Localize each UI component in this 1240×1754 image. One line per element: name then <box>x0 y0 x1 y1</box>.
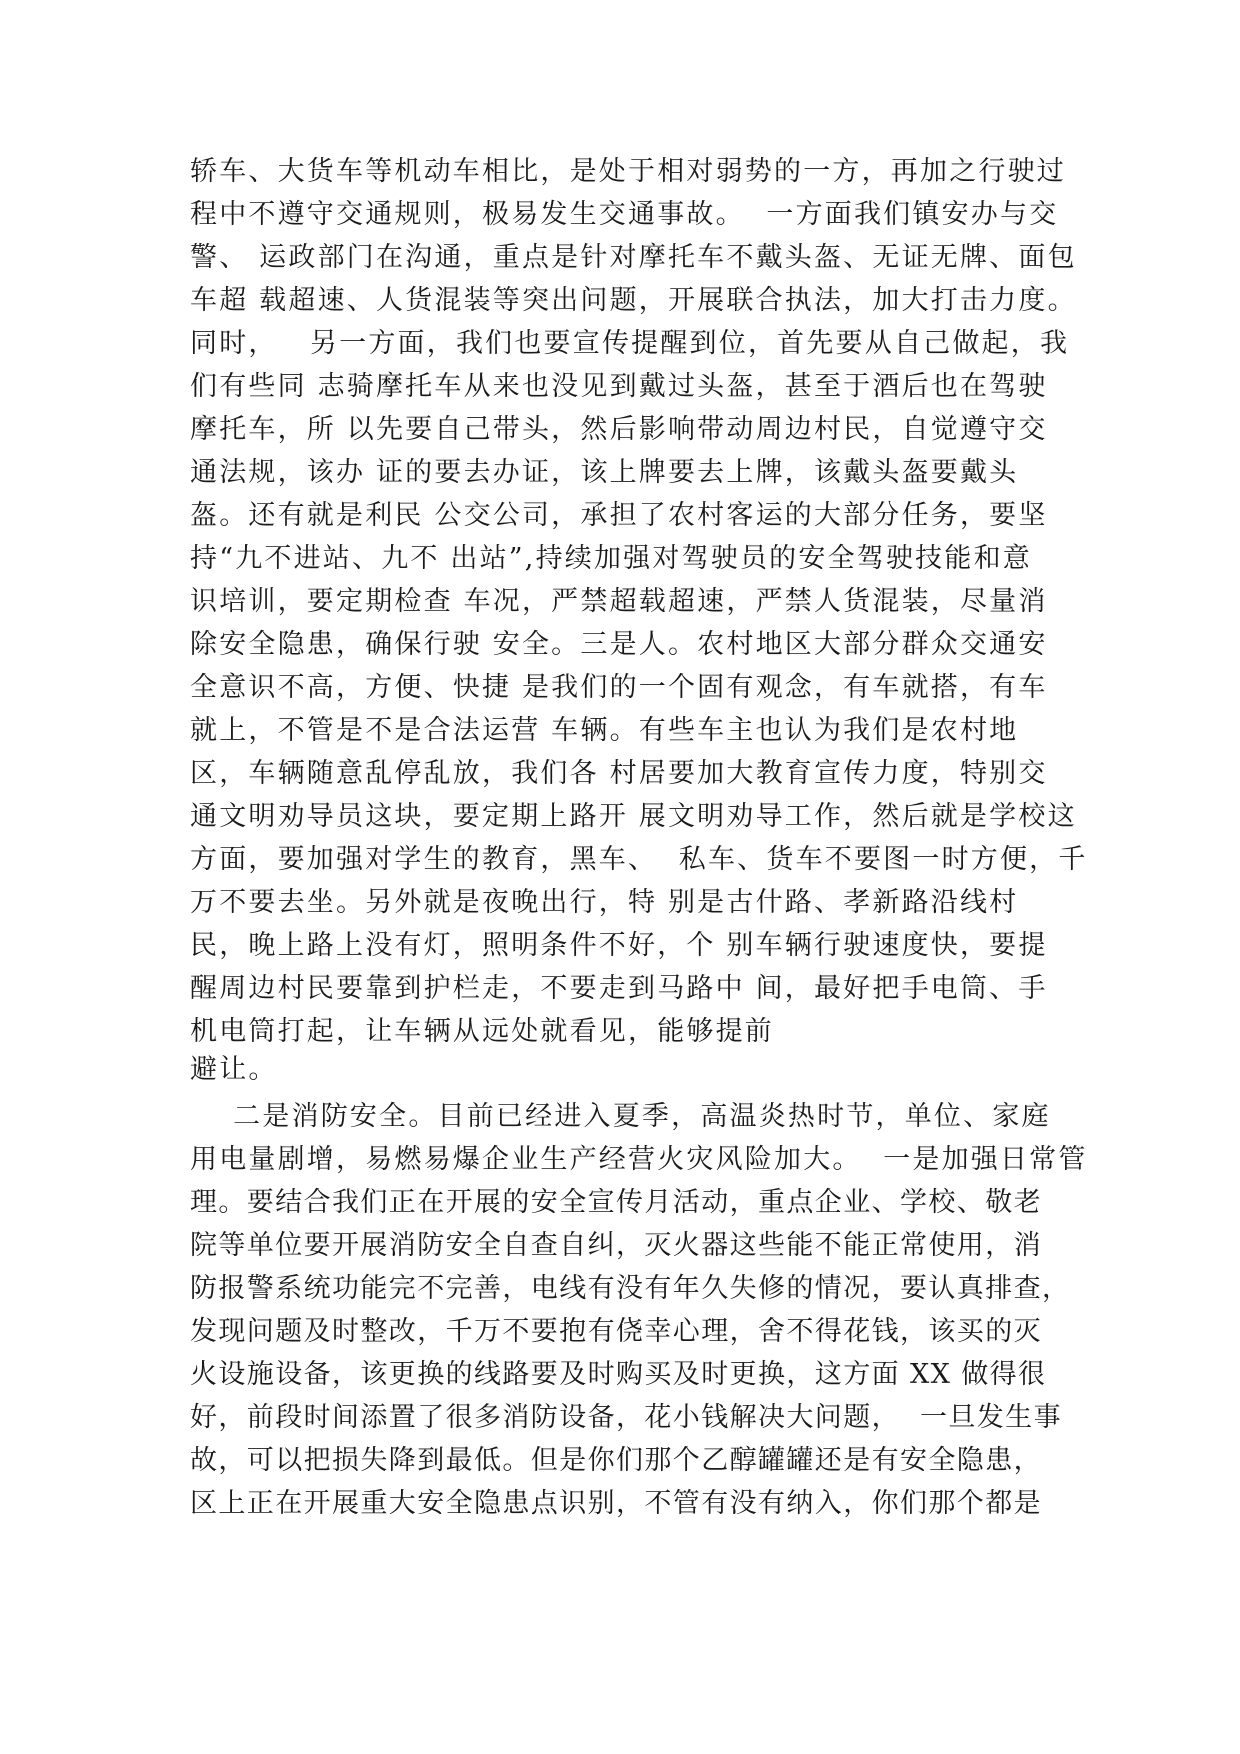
text-line: 车超 载超速、人货混装等突出问题，开展联合执法，加大打击力度。 <box>190 285 1077 316</box>
text-line: 警、 运政部门在沟通，重点是针对摩托车不戴头盔、无证无牌、面包 <box>190 242 1077 273</box>
text-line: 好，前段时间添置了很多消防设备，花小钱解决大问题， 一旦发生事 <box>190 1402 1062 1433</box>
text-line: 民，晚上路上没有灯，照明条件不好，个 别车辆行驶速度快，要提 <box>190 930 1048 961</box>
text-line: 发现问题及时整改，千万不要抱有侥幸心理，舍不得花钱，该买的灭 <box>190 1316 1042 1347</box>
text-line: 区，车辆随意乱停乱放，我们各 村居要加大教育宣传力度，特别交 <box>190 758 1048 789</box>
text-line: 机电筒打起，让车辆从远处就看见，能够提前 <box>190 1016 774 1047</box>
text-line: 醒周边村民要靠到护栏走，不要走到马路中 间，最好把手电筒、手 <box>190 973 1048 1004</box>
text-line: 就上，不管是不是合法运营 车辆。有些车主也认为我们是农村地 <box>190 715 1019 746</box>
text-line: 故，可以把损失降到最低。但是你们那个乙醇罐罐还是有安全隐患， <box>190 1445 1042 1476</box>
text-line: 区上正在开展重大安全隐患点识别，不管有没有纳入，你们那个都是 <box>190 1488 1042 1519</box>
text-line: 识培训，要定期检查 车况，严禁超载超速，严禁人货混装，尽量消 <box>190 586 1048 617</box>
text-line: 理。要结合我们正在开展的安全宣传月活动，重点企业、学校、敬老 <box>190 1187 1042 1218</box>
text-line: 通文明劝导员这块，要定期上路开 展文明劝导工作，然后就是学校这 <box>190 801 1077 832</box>
text-line: 用电量剧增，易燃易爆企业生产经营火灾风险加大。 一是加强日常管 <box>190 1144 1088 1175</box>
text-line: 避让。 <box>190 1054 278 1085</box>
text-line: 程中不遵守交通规则，极易发生交通事故。 一方面我们镇安办与交 <box>190 199 1059 230</box>
text-line: 轿车、大货车等机动车相比，是处于相对弱势的一方，再加之行驶过 <box>190 156 1066 187</box>
text-line: 院等单位要开展消防安全自查自纠，灭火器这些能不能正常使用，消 <box>190 1230 1042 1261</box>
text-line: 防报警系统功能完不完善，电线有没有年久失修的情况，要认真排查， <box>190 1273 1071 1304</box>
text-line: 们有些同 志骑摩托车从来也没见到戴过头盔，甚至于酒后也在驾驶 <box>190 371 1048 402</box>
text-line: 除安全隐患，确保行驶 安全。三是人。农村地区大部分群众交通安 <box>190 629 1048 660</box>
text-line: 火设施设备，该更换的线路要及时购买及时更换，这方面 XX 做得很 <box>190 1359 1047 1390</box>
text-line: 二是消防安全。目前已经进入夏季，高温炎热时节，单位、家庭 <box>190 1101 1051 1132</box>
text-line: 盔。还有就是利民 公交公司，承担了农村客运的大部分任务，要坚 <box>190 500 1048 531</box>
text-line: 同时， 另一方面，我们也要宣传提醒到位，首先要从自己做起，我 <box>190 328 1070 359</box>
text-line: 全意识不高，方便、快捷 是我们的一个固有观念，有车就搭，有车 <box>190 672 1048 703</box>
text-line: 通法规，该办 证的要去办证，该上牌要去上牌，该戴头盔要戴头 <box>190 457 1019 488</box>
text-line: 摩托车，所 以先要自己带头，然后影响带动周边村民，自觉遵守交 <box>190 414 1048 445</box>
text-line: 万不要去坐。另外就是夜晚出行，特 别是古什路、孝新路沿线村 <box>190 887 1019 918</box>
text-line: 持“九不进站、九不 出站”,持续加强对驾驶员的安全驾驶技能和意 <box>190 543 1032 574</box>
text-line: 方面，要加强对学生的教育，黑车、 私车、货车不要图一时方便，千 <box>190 844 1088 875</box>
